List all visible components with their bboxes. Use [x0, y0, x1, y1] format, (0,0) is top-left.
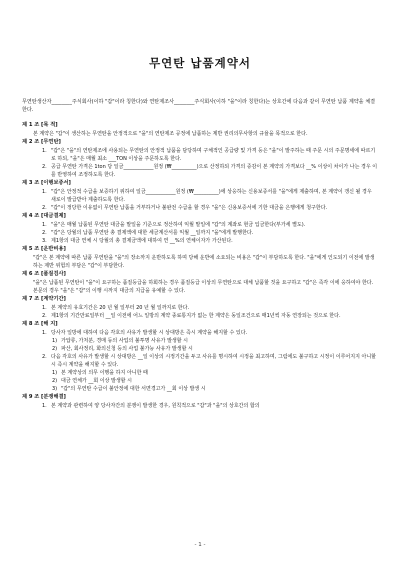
clause-text: 파산, 회사정리, 화의신청 등의 사업 불가능 사유가 발생할 시: [61, 346, 193, 352]
clause-number: 2.: [42, 313, 47, 319]
clause-item: [42, 312, 378, 320]
clause-list: [22, 329, 378, 393]
sub-clause: [52, 337, 378, 345]
clause-number: 2.: [42, 230, 47, 236]
clause-text: "갑"은 "을"의 연탄제조에 사용되는 무연탄의 안정적 납품을 담당하며 구체적인 공급량 및 가격 등은 "을"이 발주하는 때 주문 시의 주문명세에 따르기로 하되, "을"은 매월 최소 ___TON 이상을 주문하도록 한다.: [51, 148, 376, 162]
clause-text: 대금 연체가 __회 이상 발생할 시: [61, 378, 132, 384]
clause-number: 1.: [42, 222, 47, 228]
article-heading: 제 3 조 [이행보증서]: [22, 180, 71, 186]
article-heading: 제 6 조 [품질검사]: [22, 271, 66, 277]
clause-item: [42, 188, 378, 204]
clause-text: 다음 각호의 사유가 발생할 시 상대방은 __일 이상의 시정기간을 두고 사유를 명시하여 시정을 최고하며, 그럼에도 불구하고 시정이 이루어지지 아니할 시 즉시 계약을 해지할 수 있다.: [51, 354, 377, 368]
clause-text: 본 계약의 유효기간은 20 년 월 일부터 20 년 월 일까지로 한다.: [51, 305, 190, 311]
clause-number: 1.: [42, 148, 47, 154]
article-heading: 제 5 조 [운반비용]: [22, 246, 66, 252]
article-heading: 제 7 조 [계약기간]: [22, 296, 66, 302]
clause-text: 본 계약과 관련하여 양 당사자간의 분쟁이 발생한 경우, 원칙적으로 "갑"과 "을"의 상호간의 합의: [51, 403, 260, 409]
clause-text: 공급 무연탄 가격은 1ton 당 일금____________원정 (₩__________)으로 산정하되 가격의 증감이 본 계약의 가격보다 __% 이상이 차이가 나는 경우 이를 반영하여 조정하도록 한다.: [51, 164, 378, 178]
clause-text: 가압류, 가처분, 경매 등의 사업의 불투명 사유가 발생할 시: [61, 338, 188, 344]
clause-number: 1.: [42, 305, 47, 311]
clause-number: 2): [52, 378, 58, 384]
article-heading: 제 8 조 [해 지]: [22, 321, 58, 327]
articles-container: [22, 121, 378, 410]
clause-item: [42, 353, 378, 369]
sub-clause: [52, 377, 378, 385]
clause-text: 본 계약상의 의무 이행을 하지 아니한 때: [61, 370, 148, 376]
clause-list: [22, 221, 378, 245]
document-title: 무연탄 납품계약서: [149, 56, 251, 70]
clause-list: [22, 402, 378, 410]
clause-text: 제1항의 대금 연체 시 당월의 총 결제금액에 대하여 연 __%의 연체이자가 가산된다.: [51, 238, 233, 244]
clause-number: 3.: [42, 238, 47, 244]
article-section: [22, 138, 378, 179]
clause-number: 2.: [42, 205, 47, 211]
article-section: [22, 295, 378, 320]
article-section: [22, 121, 378, 138]
clause-number: 2.: [42, 164, 47, 170]
article-body: 본 계약은 "갑"이 생산하는 무연탄을 안정적으로 "을"의 연탄제조 공정에 납품하는 제반 권리의무사항의 규율을 목적으로 한다.: [33, 131, 308, 137]
clause-text: 제1항의 기간만료일부터 __일 이전에 어느 일방의 계약 종료통지가 없는 한 계약은 동일조건으로 매1년씩 자동 연장되는 것으로 한다.: [51, 313, 341, 319]
clause-item: [42, 204, 378, 212]
clause-number: 2): [52, 346, 58, 352]
article-section: [22, 393, 378, 410]
clause-list: [22, 147, 378, 179]
sub-clause-list: [22, 337, 378, 353]
article-body: "을"은 납품된 무연탄이 "을"이 요구하는 품질등급을 하회하는 경우 품질등급 이상의 무연탄으로 대체 납품할 것을 요구하고 "갑"은 즉각 이에 응하여야 한다. 본문의 경우 "을"은 "갑"의 이행 시까지 대금의 지급을 유예할 수 있다.: [33, 280, 374, 294]
clause-number: 1.: [42, 403, 47, 409]
sub-clause: [52, 369, 378, 377]
clause-item: [42, 402, 378, 410]
clause-item: [42, 163, 378, 179]
article-heading: 제 2 조 [무연탄]: [22, 139, 61, 145]
clause-text: 당사자 일방에 대하여 다음 각호의 사유가 발생할 시 상대방은 즉시 계약을 해지할 수 있다.: [51, 330, 248, 336]
clause-text: "갑"의 무연탄 수급이 불안정에 대한 서면경고가 __회 이상 발생 시: [61, 386, 206, 392]
clause-text: "갑"은 안정적 수급을 보증하기 위하여 일금____________원정 (₩__________)에 상응하는 신용보증서를 "을"에게 제출하며, 본 계약이 갱신 될 경우 새로이 발급받아 제출하도록 한다.: [51, 189, 372, 203]
article-heading: 제 9 조 [분쟁해결]: [22, 394, 66, 400]
sub-clause-list: [22, 369, 378, 393]
clause-number: 3): [52, 386, 58, 392]
clause-number: 1.: [42, 330, 47, 336]
intro-paragraph: 무연탄생산자________주식회사(이하 "갑"이라 칭한다)와 연탄제조사________주식회사(이하 "을"이라 칭한다)는 상호간에 다음과 같이 무연탄 납품 계약을 체결한다.: [22, 99, 376, 113]
clause-item: [42, 237, 378, 245]
article-section: [22, 179, 378, 212]
sub-clause: [52, 345, 378, 353]
clause-item: [42, 147, 378, 163]
clause-text: "갑"은 당월의 납품 무연탄 총 결제액에 대한 세금계산서를 익월 __일까지 "을"에게 발행한다.: [51, 230, 254, 236]
article-heading: 제 4 조 [대금결제]: [22, 213, 66, 219]
article-section: [22, 245, 378, 270]
sub-clause: [52, 385, 378, 393]
clause-number: 2.: [42, 354, 47, 360]
clause-number: 1): [52, 338, 58, 344]
clause-item: [42, 304, 378, 312]
clause-item: [42, 221, 378, 229]
article-section: [22, 212, 378, 245]
clause-text: "을"은 매월 납품된 무연탄 대금을 말일을 기준으로 정산하여 익월 말일에 "갑"의 계좌로 현금 입금한다(부가세 별도).: [51, 222, 306, 228]
clause-list: [22, 188, 378, 212]
article-body: "갑"은 본 계약에 따른 납품 무연탄을 "을"의 장소까지 운반하도록 하며 당해 운반에 소요되는 비용은 "갑"이 부담하도록 한다. "을"에게 인도되기 이전에 발생하는 제반 위험의 부담은 "갑"이 부담한다.: [33, 255, 375, 269]
clause-item: [42, 329, 378, 337]
clause-item: [42, 229, 378, 237]
clause-number: 1): [52, 370, 58, 376]
clause-number: 1.: [42, 189, 47, 195]
article-heading: 제 1 조 [목 적]: [22, 122, 58, 128]
clause-list: [22, 304, 378, 320]
article-section: [22, 320, 378, 393]
article-section: [22, 270, 378, 295]
clause-text: "갑"이 정당한 이유없이 무연탄 납품을 거부하거나 불완전 수급을 할 경우 "을"은 신용보증서에 기한 대금을 은행에게 청구한다.: [51, 205, 328, 211]
page-number: - 1 -: [194, 542, 206, 548]
